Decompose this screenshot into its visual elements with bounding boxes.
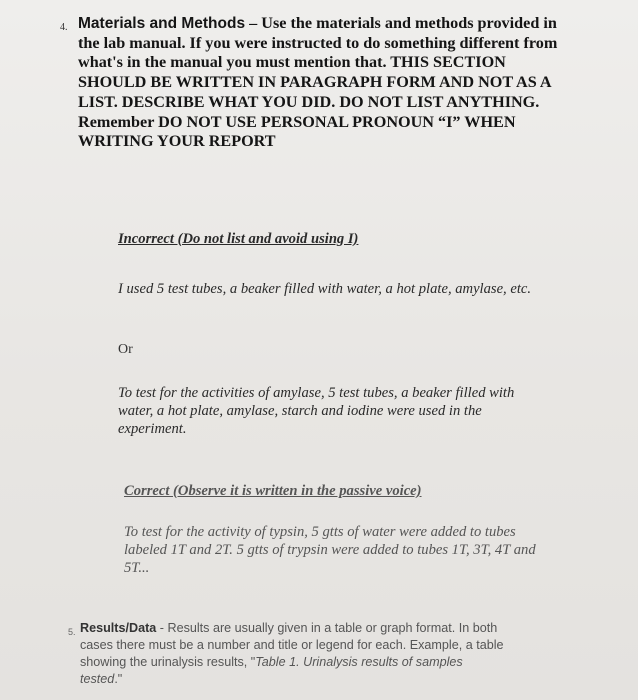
correct-example: To test for the activity of typsin, 5 gtts of water were added to tubes labeled 1T and 2T. 5 gtts of trypsin were added to tubes 1T, 3T, 4T and 5T...: [124, 524, 536, 576]
incorrect-example-2: To test for the activities of amylase, 5 test tubes, a beaker filled with water, a hot plate, amylase, starch and iodine were used in the experiment.: [118, 385, 515, 437]
section-number: 5.: [68, 627, 76, 637]
correct-label: Correct (Observe it is written in the passive voice): [124, 483, 422, 499]
instructions-text: – Use the materials and methods provided in the lab manual. If you were instructed to do something different from what's in the manual you must mention that. THIS SECTION SHOULD BE WRITTEN IN PARAGRAPH FORM AND NOT AS A LIST. DESCRIBE WHAT YOU DID. DO NOT LIST ANYTHING. Remember DO NOT USE PERSONAL PRONOUN “I” WHEN WRITING YOUR REPORT: [78, 14, 558, 151]
incorrect-label: Incorrect (Do not list and avoid using I): [118, 231, 359, 247]
section-results-data: [68, 620, 508, 688]
instructions-paragraph: [78, 14, 560, 152]
results-text-end: .": [114, 672, 123, 686]
section-number: 4.: [60, 22, 68, 33]
incorrect-example-1: I used 5 test tubes, a beaker filled with water, a hot plate, amylase, etc.: [118, 281, 532, 297]
table-title-example: Table 1. Urinalysis results of samples tested: [80, 655, 463, 686]
results-paragraph: [80, 620, 508, 688]
or-label: Or: [118, 342, 133, 357]
section-materials-and-methods: [60, 14, 560, 152]
section-heading: Materials and Methods: [78, 15, 246, 32]
results-text: - Results are usually given in a table or graph format. In both cases there must be a number and title or legend for each. Example, a table showing the urinalysis results, ": [80, 621, 504, 669]
section-heading: Results/Data: [80, 621, 157, 635]
